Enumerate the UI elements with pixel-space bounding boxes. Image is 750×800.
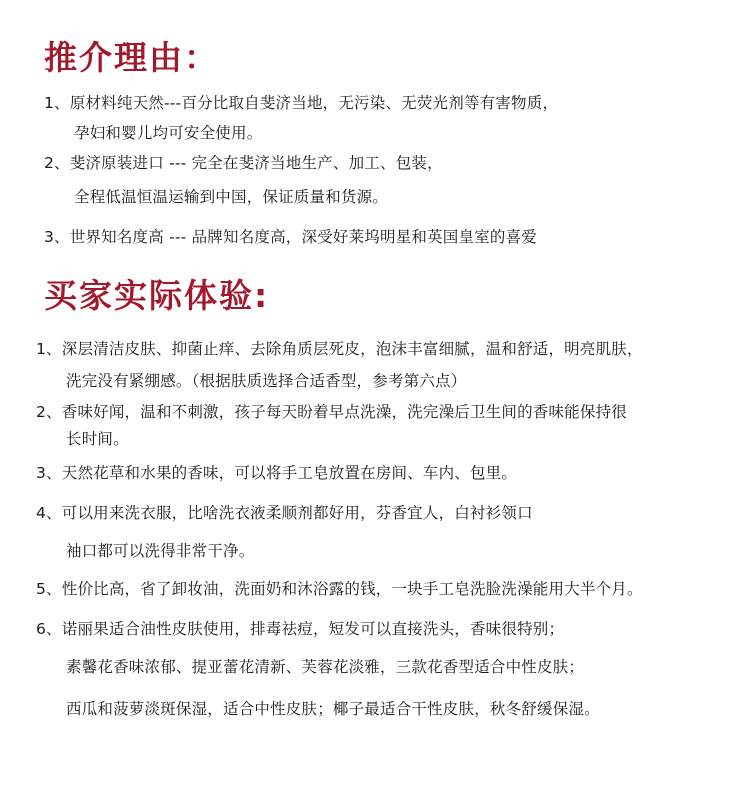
reason-1-line-2: 孕妇和婴儿均可安全使用。 <box>74 124 263 142</box>
experience-4-line-2: 袖口都可以洗得非常干净。 <box>66 542 255 560</box>
reason-2-line-1: 2、斐济原装进口 --- 完全在斐济当地生产、加工、包装， <box>44 154 443 172</box>
section-heading-recommendation: 推介理由： <box>44 38 219 77</box>
experience-2-line-2: 长时间。 <box>66 430 129 448</box>
experience-1-line-1: 1、深层清洁皮肤、抑菌止痒、去除角质层死皮，泡沫丰富细腻，温和舒适，明亮肌肤， <box>36 340 643 358</box>
reason-1-line-1: 1、原材料纯天然---百分比取自斐济当地，无污染、无荧光剂等有害物质， <box>44 94 559 112</box>
section-heading-buyer-experience: 买家实际体验: <box>44 276 270 315</box>
experience-2-line-1: 2、香味好闻，温和不刺激，孩子每天盼着早点洗澡，洗完澡后卫生间的香味能保持很 <box>36 403 627 421</box>
experience-6-line-1: 6、诺丽果适合油性皮肤使用，排毒祛痘，短发可以直接洗头，香味很特别； <box>36 620 565 638</box>
experience-4-line-1: 4、可以用来洗衣服，比啥洗衣液柔顺剂都好用，芬香宜人，白衬衫领口 <box>36 504 533 522</box>
reason-3-line-1: 3、世界知名度高 --- 品牌知名度高，深受好莱坞明星和英国皇室的喜爱 <box>44 228 537 246</box>
experience-6-line-3: 西瓜和菠萝淡斑保湿，适合中性皮肤；椰子最适合干性皮肤，秋冬舒缓保湿。 <box>66 700 600 718</box>
reason-2-line-2: 全程低温恒温运输到中国，保证质量和货源。 <box>74 188 389 206</box>
experience-5-line-1: 5、性价比高，省了卸妆油，洗面奶和沐浴露的钱，一块手工皂洗脸洗澡能用大半个月。 <box>36 580 643 598</box>
experience-1-line-2: 洗完没有紧绷感。（根据肤质选择合适香型，参考第六点） <box>66 372 467 390</box>
experience-3-line-1: 3、天然花草和水果的香味，可以将手工皂放置在房间、车内、包里。 <box>36 464 518 482</box>
experience-6-line-2: 素馨花香味浓郁、提亚蕾花清新、芙蓉花淡雅，三款花香型适合中性皮肤； <box>66 658 585 676</box>
